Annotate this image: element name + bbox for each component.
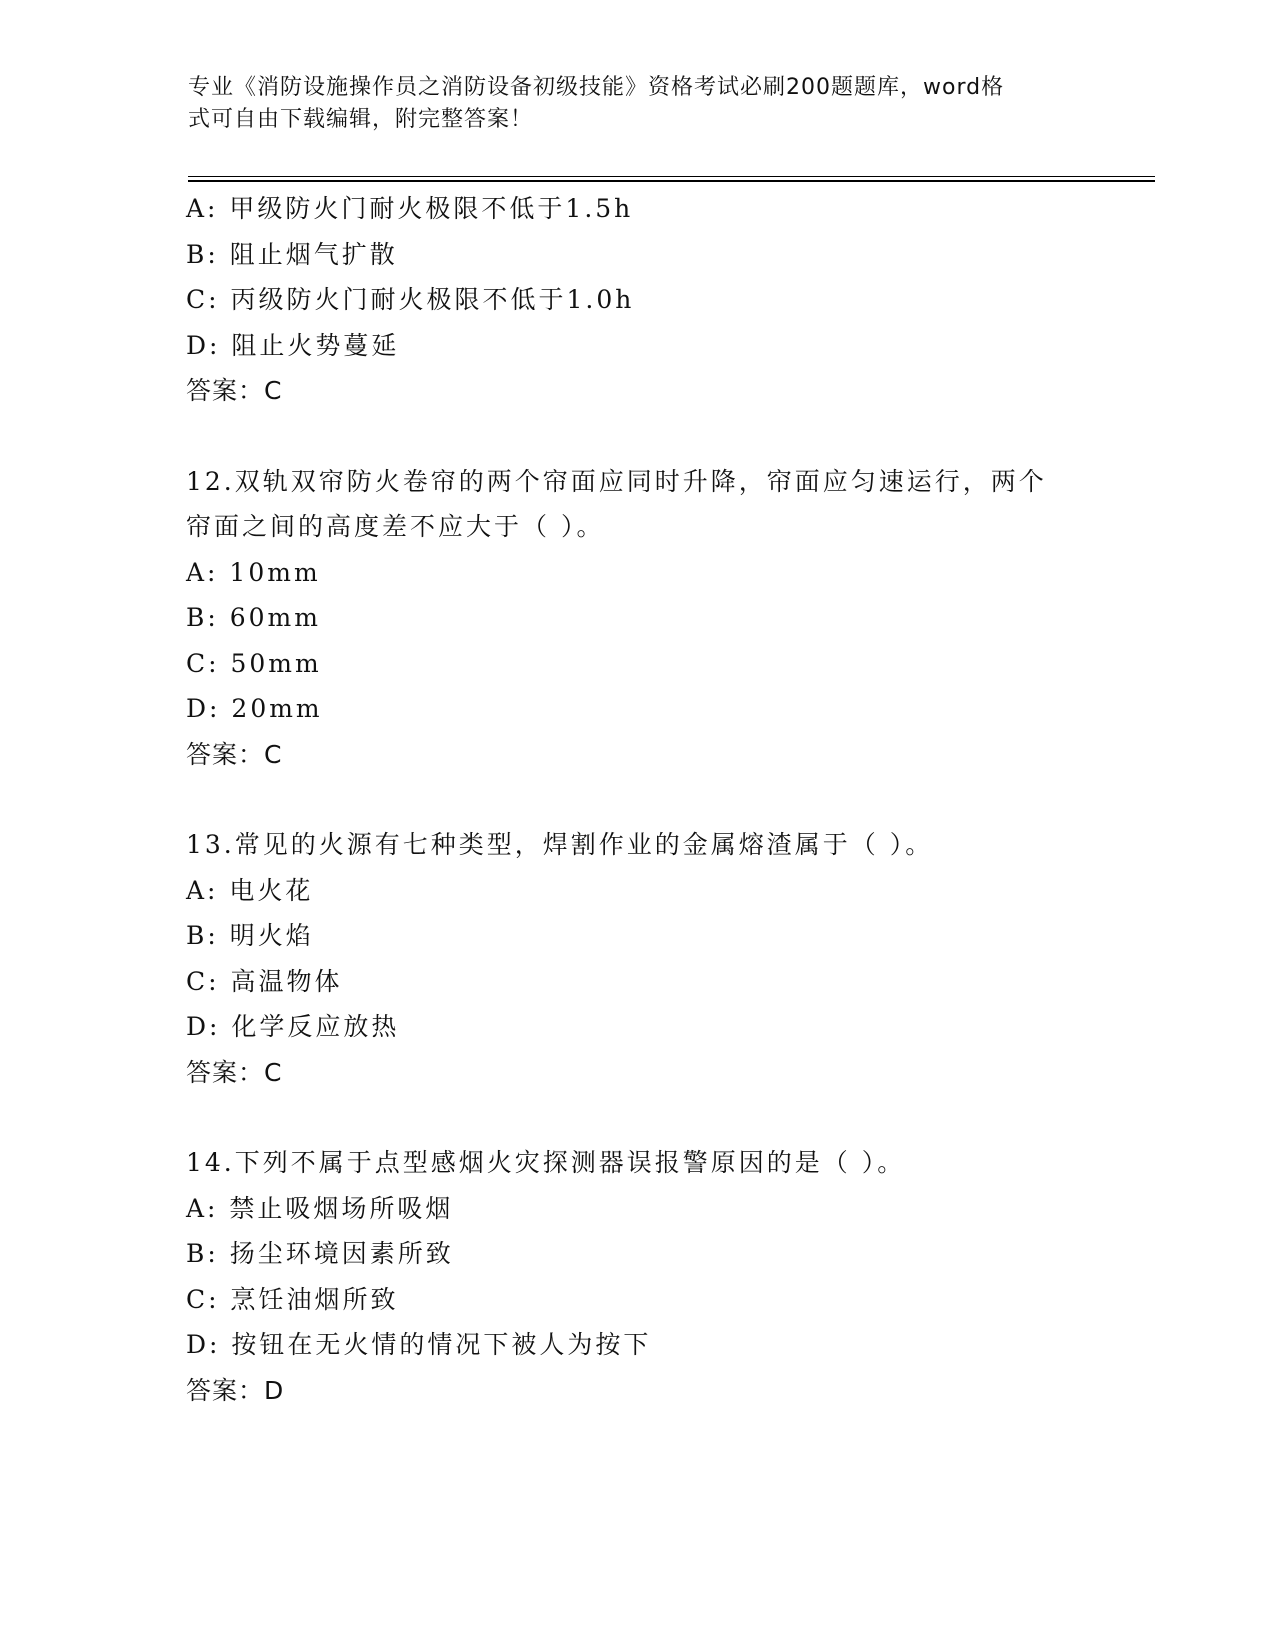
question-14 [186, 1140, 1086, 1413]
option-b: B: 阻止烟气扩散 [186, 239, 398, 269]
option-a: A: 10mm [186, 557, 321, 587]
option-b: B: 扬尘环境因素所致 [186, 1239, 454, 1268]
option-c: C: 丙级防火门耐火极限不低于1.0h [186, 285, 635, 314]
option-c: C: 烹饪油烟所致 [186, 1284, 399, 1314]
option-b: B: 明火焰 [186, 921, 314, 950]
question-gap [186, 1095, 1086, 1140]
answer: 答案：C [186, 739, 283, 769]
answer: 答案：C [186, 376, 283, 405]
question-stem-cont: 帘面之间的高度差不应大于（ ）。 [186, 512, 605, 541]
option-d: D: 化学反应放热 [186, 1012, 400, 1041]
question-gap [186, 414, 1086, 459]
option-d: D: 按钮在无火情的情况下被人为按下 [186, 1330, 652, 1359]
question-stem: 12.双轨双帘防火卷帘的两个帘面应同时升降，帘面应匀速运行，两个 [186, 466, 1047, 496]
option-a: A: 电火花 [186, 875, 314, 905]
question-stem: 14.下列不属于点型感烟火灾探测器误报警原因的是（ ）。 [186, 1148, 906, 1177]
answer: 答案：C [186, 1057, 283, 1087]
header-divider-thick [188, 180, 1155, 182]
document-header [188, 72, 1068, 136]
option-c: C: 高温物体 [186, 966, 343, 996]
question-11 [186, 186, 1086, 414]
option-c: C: 50mm [186, 648, 322, 678]
option-b: B: 60mm [186, 603, 321, 632]
header-line-1: 专业《消防设施操作员之消防设备初级技能》资格考试必刷200题题库，word格 [188, 75, 1005, 100]
option-d: D: 20mm [186, 694, 323, 723]
header-divider-thin [188, 176, 1155, 177]
option-a: A: 禁止吸烟场所吸烟 [186, 1193, 454, 1223]
option-d: D: 阻止火势蔓延 [186, 330, 400, 360]
question-13 [186, 822, 1086, 1095]
answer: 答案：D [186, 1375, 285, 1405]
question-12 [186, 459, 1086, 778]
header-line-2: 式可自由下载编辑，附完整答案！ [188, 107, 534, 132]
option-a: A: 甲级防火门耐火极限不低于1.5h [186, 194, 634, 223]
question-stem: 13.常见的火源有七种类型，焊割作业的金属熔渣属于（ ）。 [186, 830, 934, 859]
question-gap [186, 777, 1086, 822]
question-list [186, 186, 1086, 1413]
